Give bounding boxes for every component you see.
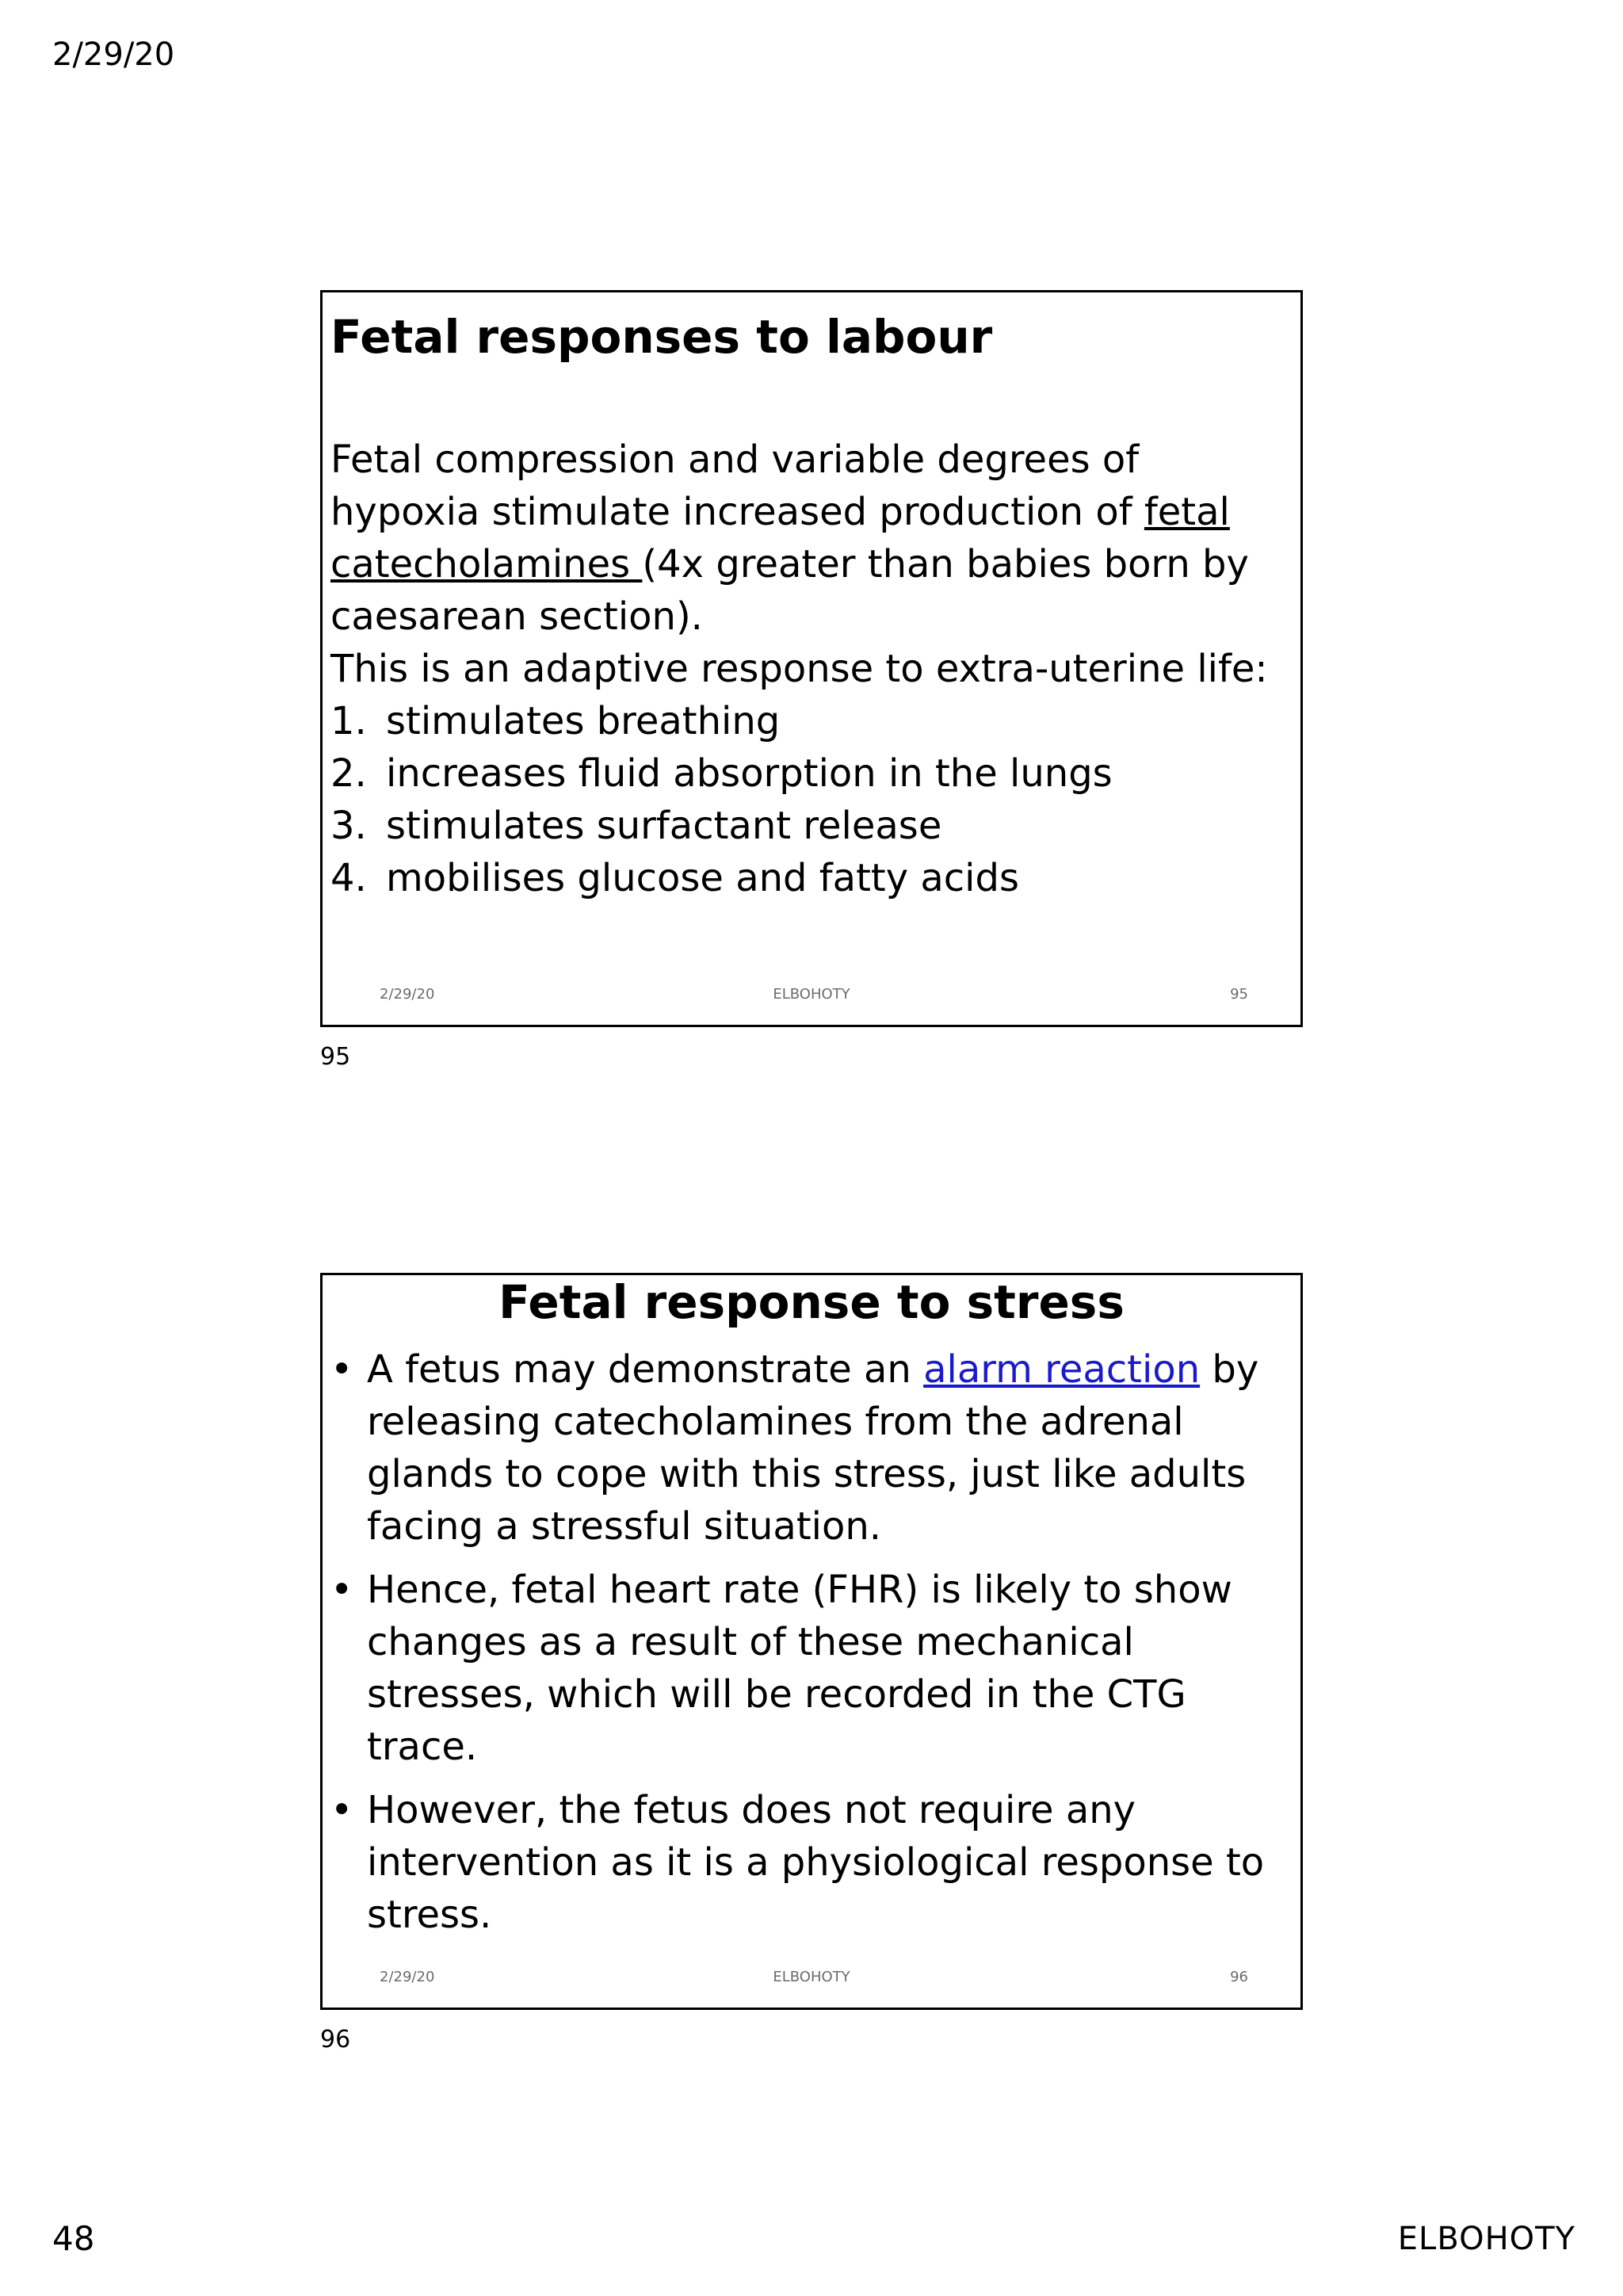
bullet-marker: • [330,1568,353,1612]
list-text: increases fluid absorption in the lungs [386,751,1113,796]
bullet-item [330,1564,1289,1773]
list-number: 3. [330,804,367,848]
slide-95 [320,290,1303,1027]
list-item [330,695,1113,747]
slide-96 [320,1273,1303,2010]
bullet-marker: • [330,1788,353,1832]
list-number: 2. [330,751,367,796]
list-text: mobilises glucose and fatty acids [386,856,1019,900]
list-text: stimulates surfactant release [386,804,942,848]
slide-label: 95 [320,1043,351,1071]
list-text: stimulates breathing [386,699,781,743]
intro-text-continued: (4x greater than babies born by caesarean section). [330,542,1249,639]
slide-footer-date: 2/29/20 [380,986,435,1003]
underlined-term: fetal catecholamines [330,490,1230,586]
slide-intro [330,434,1281,695]
bullet-text: However, the fetus does not require any intervention as it is a physiological response to stress. [367,1788,1265,1937]
slide-label: 96 [320,2026,351,2053]
intro-text: Fetal compression and variable degrees of hypoxia stimulate increased production of [330,437,1144,534]
slide-footer-author: ELBOHOTY [773,1969,850,1985]
bullet-marker: • [330,1347,353,1392]
page-author: ELBOHOTY [1397,2221,1575,2257]
slide-footer-number: 96 [1230,1969,1248,1985]
bullet-item [330,1784,1289,1941]
slide-title: Fetal responses to labour [330,310,993,364]
numbered-list [330,695,1113,904]
slide-title: Fetal response to stress [498,1275,1125,1329]
list-number: 1. [330,699,367,743]
page-number: 48 [52,2219,95,2258]
slide-footer-date: 2/29/20 [380,1969,435,1985]
bullet-text: A fetus may demonstrate an [367,1347,924,1392]
bullet-text: Hence, fetal heart rate (FHR) is likely to show changes as a result of these mechanical stresses, which will be recorded in the CTG trace. [367,1568,1232,1769]
list-item [330,800,1113,852]
list-number: 4. [330,856,367,900]
alarm-reaction-link[interactable]: alarm reaction [923,1347,1201,1392]
list-item [330,852,1113,904]
list-item [330,747,1113,800]
slide-footer-author: ELBOHOTY [773,986,850,1003]
bullet-list [330,1343,1289,1952]
bullet-item [330,1343,1289,1553]
page-date: 2/29/20 [52,36,175,73]
bullet-text-continued: by releasing catecholamines from the adrenal glands to cope with this stress, just like adults facing a stressful situation. [367,1347,1259,1549]
slide-footer-number: 95 [1230,986,1248,1003]
intro-line-2: This is an adaptive response to extra-uterine life: [330,647,1268,691]
